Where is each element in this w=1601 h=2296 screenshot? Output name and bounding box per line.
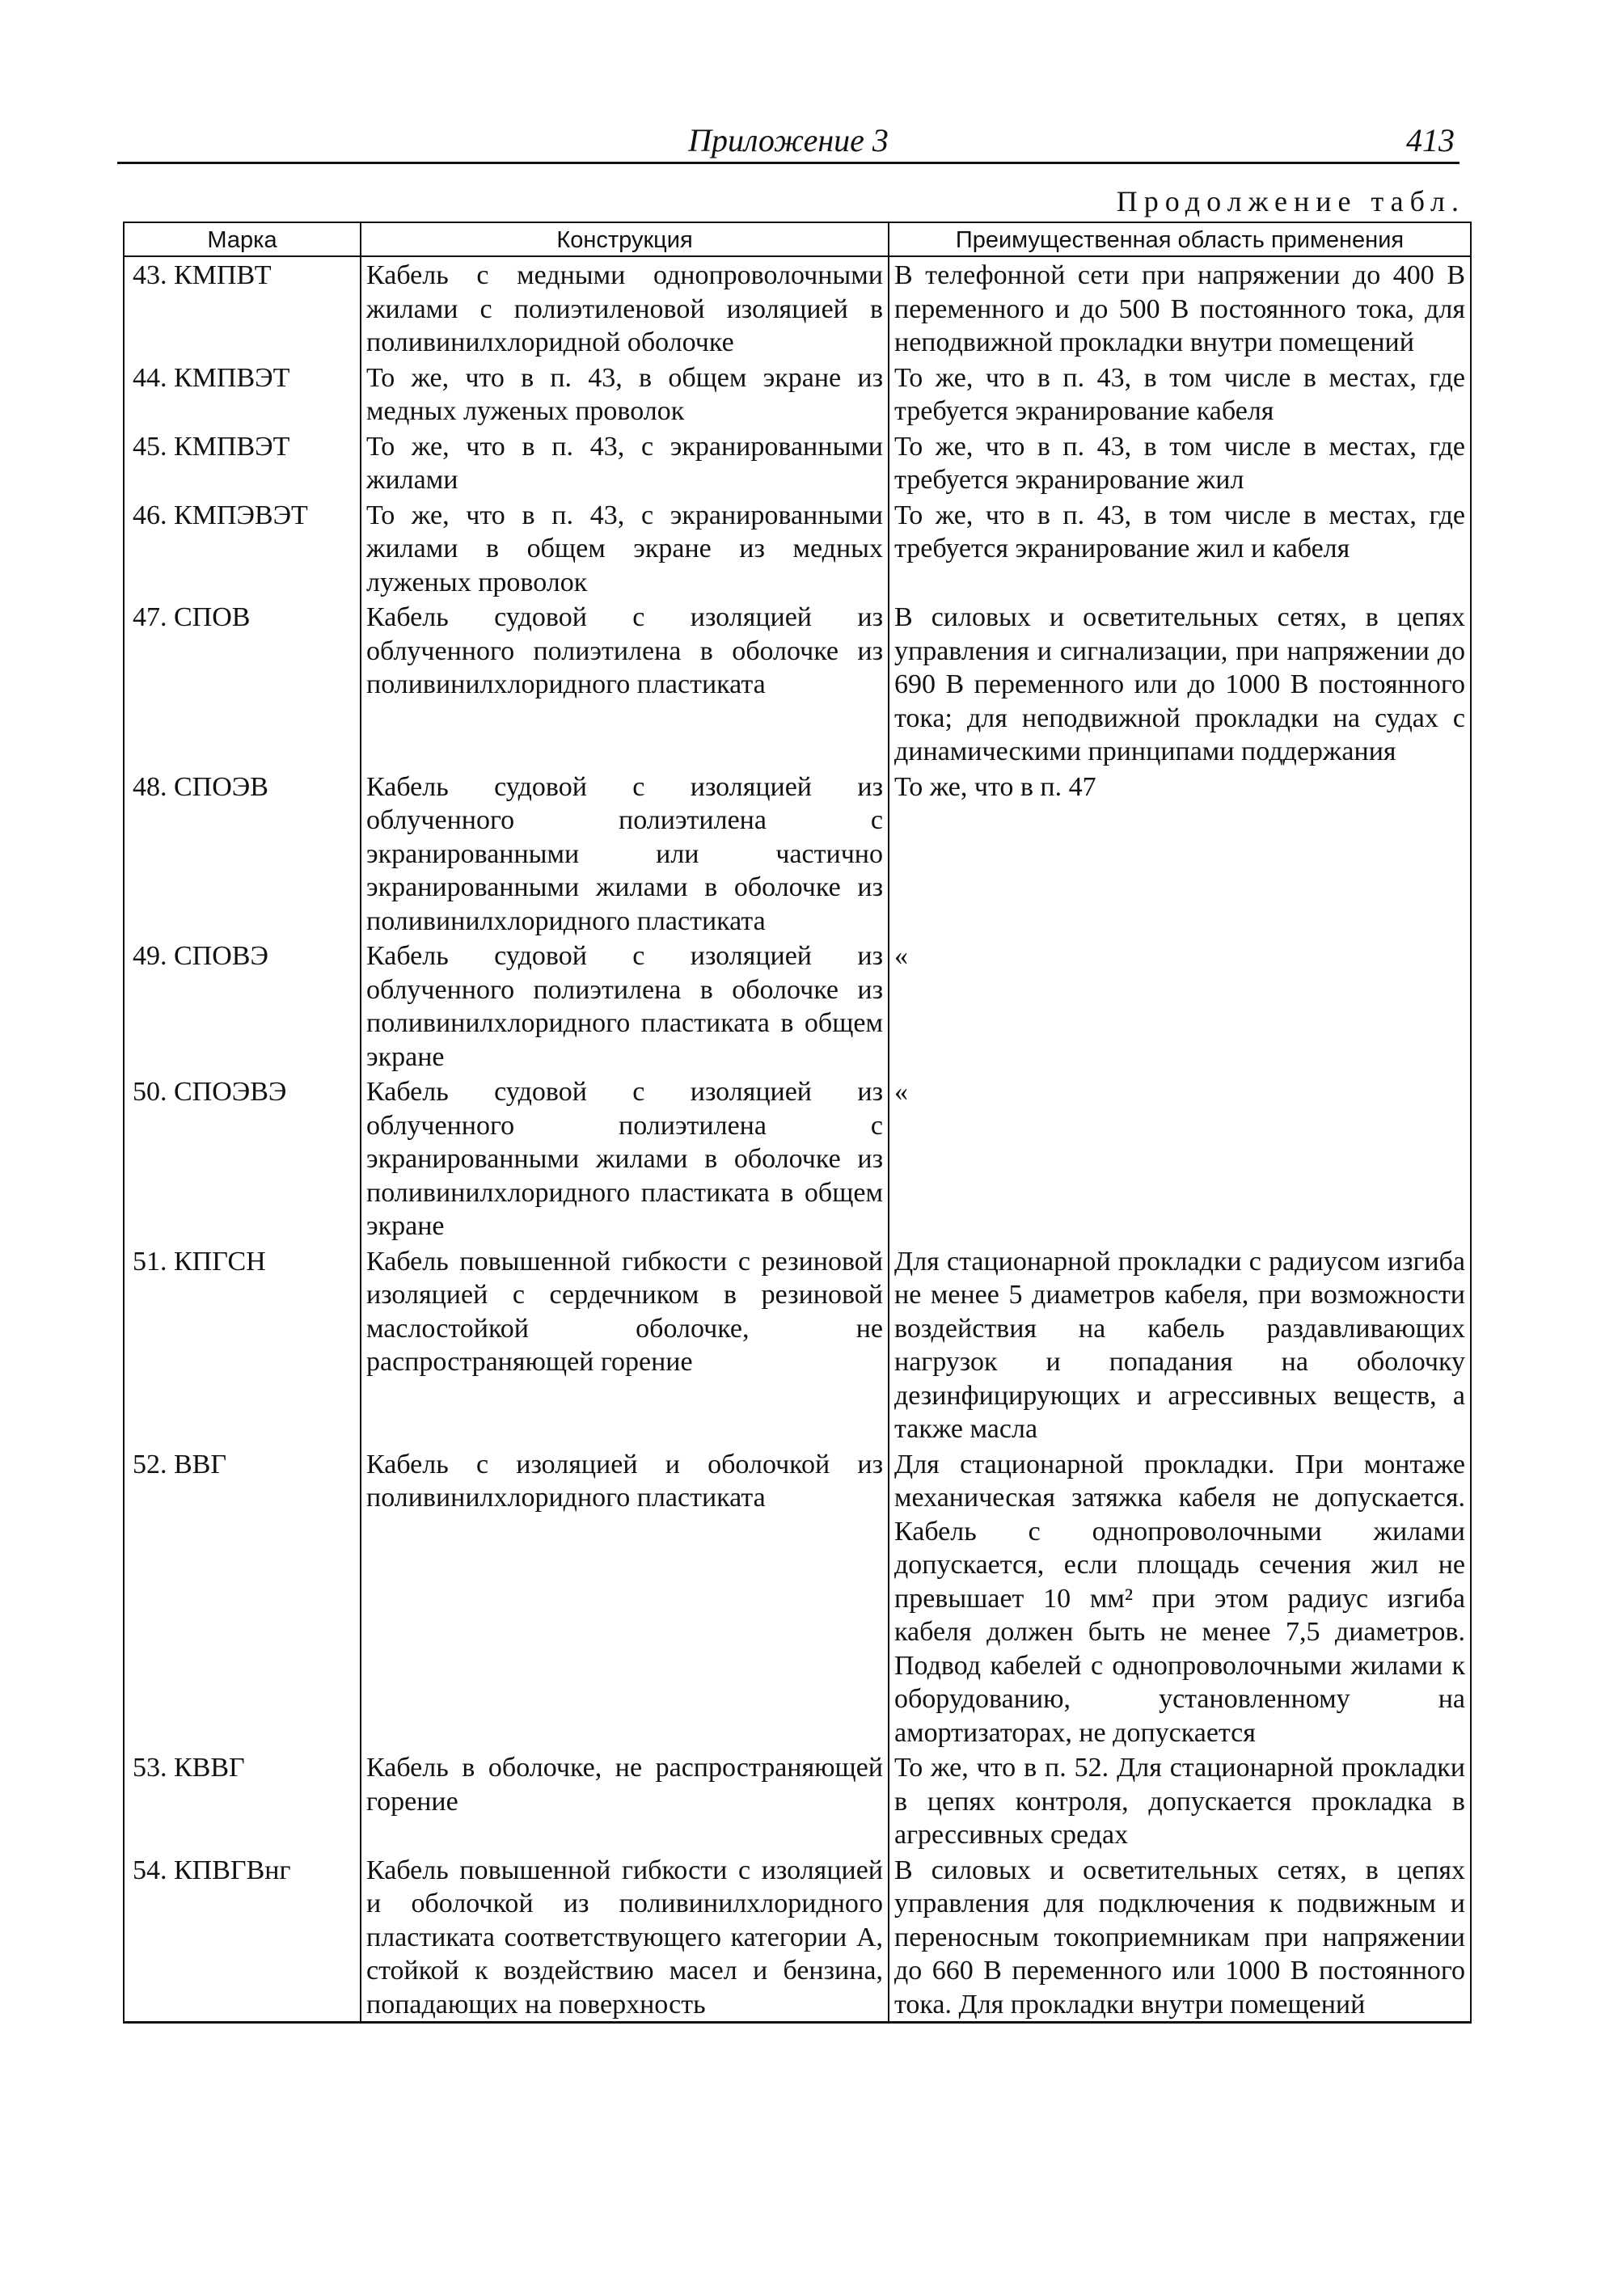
cell-application: В телефонной сети при напряжении до 400 В переменного и до 500 В постоянного тока, для неподвижной прокладки внутри помещений — [889, 256, 1471, 360]
column-header-mark: Марка — [124, 222, 361, 256]
cell-construction: То же, что в п. 43, с экранированными жилами в общем экране из медных луженых проволок — [361, 497, 889, 600]
cell-construction: Кабель повышенной гибкости с резиновой изоляцией с сердечником в резиновой маслостойкой оболочке, не распространяющей горение — [361, 1243, 889, 1446]
cell-construction: То же, что в п. 43, с экранированными жилами — [361, 428, 889, 497]
running-header — [117, 120, 1459, 164]
cell-construction: Кабель судовой с изоляцией из облученного полиэтилена с экранированными или частично экранированными жилами в оболочке из поливинилхлоридного пластиката — [361, 769, 889, 939]
table-continuation-label: Продолжение табл. — [1116, 185, 1465, 217]
cell-construction: Кабель в оболочке, не распространяющей горение — [361, 1749, 889, 1852]
cell-application: Для стационарной прокладки. При монтаже механическая затяжка кабеля не допускается. Кабель с однопроволочными жилами допускается, если площадь сечения жил не превышает 10 мм² при этом радиус изгиба кабеля должен быть не менее 7,5 диаметров. Подвод кабелей с однопроволочными жилами к оборудованию, установленному на амортизаторах, не допускается — [889, 1446, 1471, 1750]
cell-application: В силовых и осветительных сетях, в цепях управления и сигнализации, при напряжении до 690 В переменного или до 1000 В постоянного тока; для неподвижной прокладки на судах с динамическими принципами поддержания — [889, 599, 1471, 769]
table-row — [124, 497, 1471, 600]
cell-mark: 54. КПВГВнг — [124, 1852, 361, 2023]
table-row — [124, 428, 1471, 497]
cell-mark: 47. СПОВ — [124, 599, 361, 769]
cell-application: То же, что в п. 52. Для стационарной прокладки в цепях контроля, допускается прокладка в агрессивных средах — [889, 1749, 1471, 1852]
cell-mark: 49. СПОВЭ — [124, 938, 361, 1074]
cell-construction: Кабель судовой с изоляцией из облученного полиэтилена с экранированными жилами в оболочке из поливинилхлоридного пластиката в общем экране — [361, 1074, 889, 1243]
cell-mark: 50. СПОЭВЭ — [124, 1074, 361, 1243]
header-title: Приложение 3 — [688, 122, 889, 158]
table-row — [124, 938, 1471, 1074]
table-header-row — [124, 222, 1471, 256]
cell-construction: Кабель судовой с изоляцией из облученного полиэтилена в оболочке из поливинилхлоридного пластиката в общем экране — [361, 938, 889, 1074]
table-row — [124, 256, 1471, 360]
column-header-application: Преимущественная область применения — [889, 222, 1471, 256]
cell-construction: То же, что в п. 43, в общем экране из медных луженых проволок — [361, 360, 889, 428]
cell-construction: Кабель с медными однопроволочными жилами с полиэтиленовой изоляцией в поливинилхлоридной оболочке — [361, 256, 889, 360]
table-row — [124, 1074, 1471, 1243]
cell-mark: 45. КМПВЭТ — [124, 428, 361, 497]
table-row — [124, 769, 1471, 939]
table-row — [124, 1852, 1471, 2023]
table-row — [124, 1749, 1471, 1852]
cell-mark: 53. КВВГ — [124, 1749, 361, 1852]
cable-table — [123, 222, 1472, 2024]
cell-application: То же, что в п. 47 — [889, 769, 1471, 939]
table-row — [124, 360, 1471, 428]
cell-mark: 48. СПОЭВ — [124, 769, 361, 939]
cell-construction: Кабель повышенной гибкости с изоляцией и оболочкой из поливинилхлоридного пластиката соответствующего категории А, стойкой к воздействию масел и бензина, попадающих на поверхность — [361, 1852, 889, 2023]
cell-application: « — [889, 938, 1471, 1074]
cell-mark: 43. КМПВТ — [124, 256, 361, 360]
table-row — [124, 1446, 1471, 1750]
cell-mark: 51. КПГСН — [124, 1243, 361, 1446]
table-row — [124, 1243, 1471, 1446]
cell-application: То же, что в п. 43, в том числе в местах, где требуется экранирование жил — [889, 428, 1471, 497]
cell-construction: Кабель судовой с изоляцией из облученного полиэтилена в оболочке из поливинилхлоридного пластиката — [361, 599, 889, 769]
cell-mark: 46. КМПЭВЭТ — [124, 497, 361, 600]
cell-application: То же, что в п. 43, в том числе в местах, где требуется экранирование кабеля — [889, 360, 1471, 428]
cell-application: « — [889, 1074, 1471, 1243]
cell-application: В силовых и осветительных сетях, в цепях управления для подключения к подвижным и переносным токоприемникам при напряжении до 660 В переменного или 1000 В постоянного тока. Для прокладки внутри помещений — [889, 1852, 1471, 2023]
column-header-construction: Конструкция — [361, 222, 889, 256]
cell-application: То же, что в п. 43, в том числе в местах, где требуется экранирование жил и кабеля — [889, 497, 1471, 600]
cell-mark: 52. ВВГ — [124, 1446, 361, 1750]
cell-application: Для стационарной прокладки с радиусом изгиба не менее 5 диаметров кабеля, при возможности воздействия на кабель раздавливающих нагрузок и попадания на оболочку дезинфицирующих и агрессивных веществ, а также масла — [889, 1243, 1471, 1446]
cell-mark: 44. КМПВЭТ — [124, 360, 361, 428]
page-number: 413 — [1406, 122, 1455, 158]
table-row — [124, 599, 1471, 769]
cell-construction: Кабель с изоляцией и оболочкой из поливинилхлоридного пластиката — [361, 1446, 889, 1750]
